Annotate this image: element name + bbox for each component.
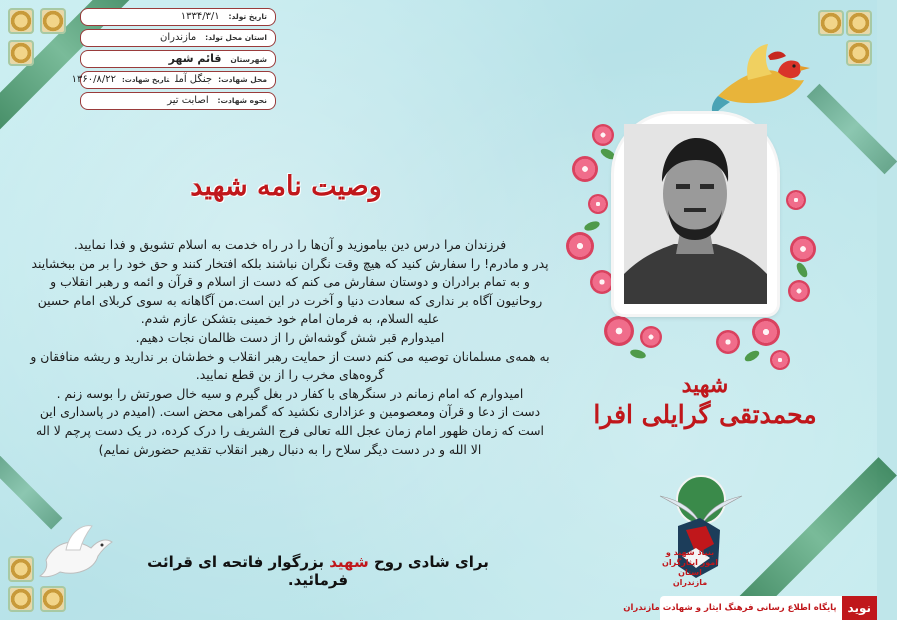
martyrdom-place-label: محل شهادت: bbox=[218, 75, 267, 84]
birth-date-label: تاریخ تولد: bbox=[228, 12, 267, 21]
martyrdom-date-value: ۱۳۶۰/۸/۲۲ bbox=[71, 74, 116, 85]
martyr-name-block bbox=[570, 372, 840, 429]
flower-icon bbox=[752, 318, 780, 346]
leaf-icon bbox=[583, 220, 601, 233]
flower-icon bbox=[790, 236, 816, 262]
flower-icon bbox=[716, 330, 740, 354]
corner-ribbon-bottom-left bbox=[0, 455, 62, 530]
will-paragraph: به همه‌ی مسلمانان توصیه می کنم دست از حمایت رهبر انقلاب و خط‌شان بر ندارید و ریشه منافقان و گروه‌های مخرب را از بن قطع نمایید. bbox=[30, 348, 550, 383]
birth-date-value: ۱۳۳۴/۳/۱ bbox=[180, 11, 220, 22]
portrait-frame bbox=[614, 114, 777, 314]
martyrdom-manner-value: اصابت تیر bbox=[167, 95, 209, 106]
flower-icon bbox=[786, 190, 806, 210]
will-paragraph: امیدوارم که امام زمانم در سنگرهای با کفار در بغل گیرم و سیه خال صورتش را بوسه زنم . bbox=[56, 385, 524, 401]
flower-icon bbox=[590, 270, 614, 294]
closing-highlight: شهید bbox=[329, 553, 369, 571]
martyrdom-place-value: جنگل آمل bbox=[175, 74, 213, 85]
will-title: وصیت نامه شهید bbox=[190, 171, 382, 202]
ornament-tile-icon bbox=[8, 586, 34, 612]
martyrdom-date-label: تاریخ شهادت: bbox=[122, 76, 170, 84]
martyr-label: شهید bbox=[681, 372, 729, 398]
footer-brand: نوید bbox=[842, 596, 877, 620]
closing-post: بزرگوار فاتحه ای قرائت فرمائید. bbox=[147, 553, 349, 589]
flower-icon bbox=[572, 156, 598, 182]
footer-subtitle: پایگاه اطلاع رسانی فرهنگ ایثار و شهادت مازندران bbox=[623, 603, 837, 613]
flower-icon bbox=[592, 124, 614, 146]
footer-logo bbox=[623, 596, 877, 620]
will-body bbox=[30, 236, 550, 459]
flower-icon bbox=[770, 350, 790, 370]
closing-line bbox=[118, 553, 518, 589]
will-paragraph: امیدوارم قبر شش گوشه‌اش را از دست ظالمان نجات دهیم. bbox=[135, 329, 445, 345]
dove-icon bbox=[36, 520, 116, 584]
portrait-silhouette-icon bbox=[624, 124, 767, 304]
emblem-text: بنیاد شهید و امور ایثارگران استان مازندران bbox=[662, 548, 718, 587]
ornament-tile-icon bbox=[40, 586, 66, 612]
bird-icon bbox=[708, 36, 828, 126]
birth-province-field bbox=[80, 29, 276, 47]
martyr-info-panel bbox=[71, 8, 276, 113]
birth-province-label: استان محل تولد: bbox=[205, 33, 267, 42]
closing-pre: برای شادی روح bbox=[373, 553, 489, 571]
leaf-icon bbox=[599, 147, 617, 162]
city-label: شهرستان bbox=[230, 55, 267, 64]
ornament-tile-icon bbox=[8, 40, 34, 66]
flower-icon bbox=[788, 280, 810, 302]
martyr-portrait bbox=[624, 124, 767, 304]
martyr-name: محمدتقی گرایلی افرا bbox=[593, 400, 817, 429]
will-paragraph: دست از دعا و قرآن ومعصومین و عزاداری نکشید که گمراهی محض است. (امیدم در پاسداری این است که زمان ظهور امام زمان عجل الله تعالی فرج الشریف را درک کرده، در یک دست پرچم لا اله الا الله و در دست دیگر سلاح را به دنبال رهبر انقلاب تقدیم حضورش نمایم) bbox=[35, 404, 544, 457]
will-paragraph: پدر و مادرم! را سفارش کنید که هیچ وقت نگران نباشند بلکه افتخار کنند و حق خود را بر من ببخشایند و به تمام برادران و دوستان سفارش می کنم که دست از اسلام و قرآن و ائمه و رهبر انقلاب و روحانیون آگاه بر ندارى که سعادت دنیا و آخرت در این است.من آگاهانه به سوی کربلای امام حسین علیه السلام، به فرمان امام خود خمینی بتشکن عازم شدم. bbox=[31, 255, 549, 327]
leaf-icon bbox=[629, 348, 647, 360]
leaf-icon bbox=[743, 349, 761, 364]
birth-date-field bbox=[80, 8, 276, 26]
ornament-tile-icon bbox=[846, 40, 872, 66]
corner-ribbon-bottom-right bbox=[737, 457, 897, 617]
leaf-icon bbox=[795, 261, 810, 279]
martyrdom-manner-label: نحوه شهادت: bbox=[217, 96, 267, 105]
city-value: قائم شهر bbox=[168, 52, 222, 65]
ornament-tile-icon bbox=[40, 8, 66, 34]
city-field bbox=[80, 50, 276, 68]
birth-province-value: مازندران bbox=[160, 32, 197, 43]
flower-icon bbox=[604, 316, 634, 346]
martyrdom-place-date-field bbox=[71, 71, 276, 89]
flower-icon bbox=[566, 232, 594, 260]
ornament-tile-icon bbox=[818, 10, 844, 36]
ornament-tile-icon bbox=[8, 556, 34, 582]
ornament-tile-icon bbox=[846, 10, 872, 36]
martyrdom-manner-field bbox=[80, 92, 276, 110]
will-paragraph: فرزندان مرا درس دین بیاموزید و آن‌ها را در راه خدمت به اسلام تشویق و فدا نمایید. bbox=[73, 237, 507, 252]
flower-icon bbox=[640, 326, 662, 348]
ornament-tile-icon bbox=[8, 8, 34, 34]
flower-icon bbox=[588, 194, 608, 214]
